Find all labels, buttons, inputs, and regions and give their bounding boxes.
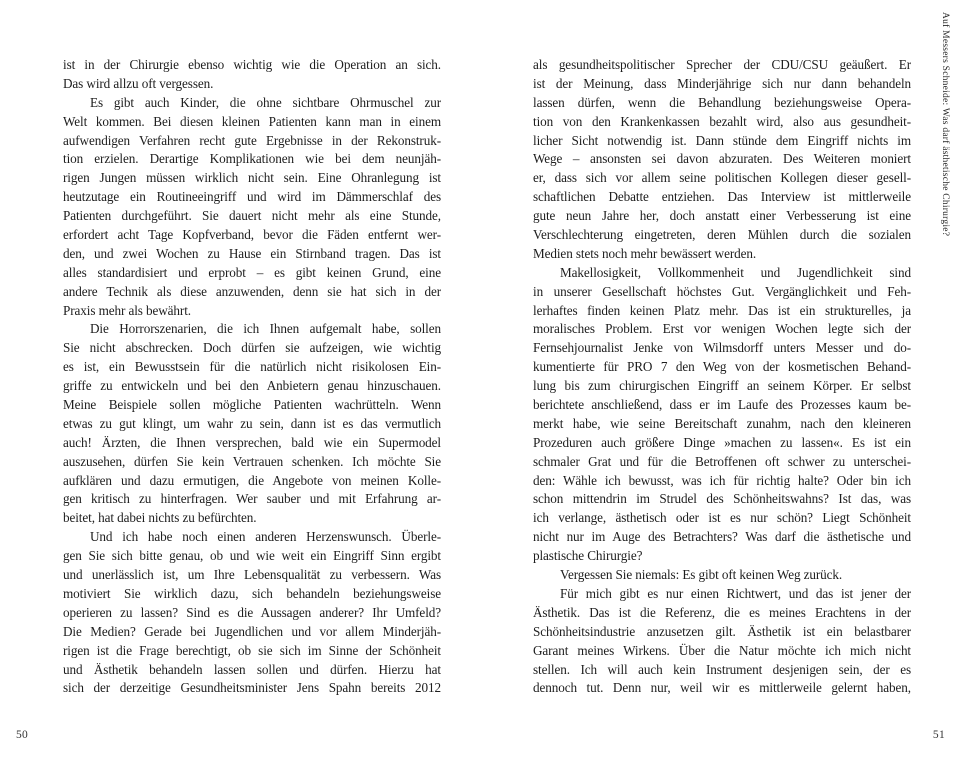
text-line: ist der Meinung, dass Minderjährige sich nur dann behandeln [533, 75, 911, 91]
text-line: ich verlange, ästhetisch oder ist es nur schön? Liegt Schönheit [533, 510, 911, 526]
text-line: Verschlechterung eingetreten, deren Mühlen durch die sozialen [533, 227, 911, 243]
text-line: Vergessen Sie niemals: Es gibt oft keinen Weg zurück. [560, 567, 843, 583]
text-line: lassen dürfen, wenn die Behandlung beziehungsweise Opera- [533, 94, 911, 110]
page-number-left: 50 [16, 729, 29, 741]
text-line: Wege – ansonsten sei davon abzuraten. Des Weiteren moniert [533, 151, 911, 167]
text-line: plastische Chirurgie? [533, 548, 643, 564]
text-line: erfordert acht Tage Kopfverband, bevor die Fäden entfernt wer- [63, 227, 441, 243]
text-line: tion von den Krankenkassen bezahlt wird, also aus gesundheit- [533, 113, 911, 129]
text-line: als gesundheitspolitischer Sprecher der CDU/CSU geäußert. Er [533, 57, 911, 72]
text-line: andere Technik als diese anzuwenden, denn sie hat sich in der [63, 283, 441, 299]
text-line: Meine Beispiele sollen mögliche Patienten wachrütteln. Wenn [63, 397, 441, 413]
text-line: Schönheitsindustrie anzusetzen gilt. Ästhetik ist ein belastbarer [533, 623, 911, 639]
text-line: auch! Ärzten, die Ihnen versprechen, bald wie ein Supermodel [63, 434, 441, 450]
text-line: gen Sie sich bitte genau, ob und wie weit ein Eingriff Sinn ergibt [63, 548, 441, 564]
text-line: etwas zu gut klingt, um wahr zu sein, dann ist es das vermutlich [63, 415, 441, 431]
text-line: schmaler Grat und für die Betroffenen oft schwer zu unterschei- [533, 453, 911, 469]
text-line: lung bis zum chirurgischen Eingriff an seinem Körper. Er selbst [533, 378, 911, 394]
text-line: Für mich gibt es nur einen Richtwert, und das ist jener der [560, 585, 911, 601]
text-line: schaftlichen Debatte entziehen. Das Interview ist mittlerweile [533, 189, 911, 205]
paragraph [533, 264, 911, 566]
text-line: Welt kommen. Bei diesen kleinen Patienten kann man in einem [63, 113, 441, 129]
text-line: stellen. Ich will auch kein Instrument desjenigen sein, der es [533, 661, 911, 677]
running-head-vertical: Auf Messers Schneide: Was darf ästhetische Chirurgie? [940, 12, 950, 237]
text-line: gen kritisch zu hinterfragen. Wer sauber und mit Erfahrung ar- [63, 491, 441, 507]
text-line: sich der derzeitige Gesundheitsminister Jens Spahn bereits 2012 [63, 680, 441, 696]
text-line: Es gibt auch Kinder, die ohne sichtbare Ohrmuschel zur [90, 94, 441, 110]
text-line: Ästhetik. Das ist die Referenz, die es meines Erachtens in der [533, 604, 911, 620]
text-line: aufklären und dazu ermutigen, die Angebote von meinen Kolle- [63, 472, 441, 488]
text-line: motiviert Sie wirklich dazu, sich behandeln beziehungsweise [63, 585, 441, 601]
text-line: in unserer Gesellschaft höchstes Gut. Vergänglichkeit und Feh- [533, 283, 911, 299]
page-number-right: 51 [932, 729, 945, 741]
text-line: moralisches Problem. Erst vor wenigen Wochen legte sich der [533, 321, 911, 337]
text-line: gute neun Jahre her, doch anstatt einer Verbesserung ist eine [533, 208, 911, 224]
text-line: nicht nur im Auge des Betrachters? Was darf die ästhetische und [533, 529, 911, 545]
text-line: beitet, hat dabei nichts zu befürchten. [63, 510, 257, 526]
text-line: Prozeduren auch größere Dinge »machen zu lassen«. Es ist ein [533, 434, 911, 450]
text-line: merkt habe, wie seine Bereitschaft zunahm, nach den kleineren [533, 415, 911, 431]
page-right [478, 0, 956, 765]
text-line: ist in der Chirurgie ebenso wichtig wie die Operation an sich. [63, 57, 441, 72]
text-line: schon mittendrin im Strudel des Schönheitswahns? Ist das, was [533, 491, 911, 507]
text-line: auszusehen, dürfen Sie kein Vertrauen schenken. Ich möchte Sie [63, 453, 441, 469]
paragraph [63, 320, 441, 528]
text-line: und Ästhetik behandeln lassen sollen und dürfen. Hierzu hat [63, 661, 441, 677]
text-line: Und ich habe noch einen anderen Herzenswunsch. Überle- [90, 529, 441, 545]
page-left [0, 0, 478, 765]
paragraph [63, 528, 441, 698]
text-line: den: Wähle ich bewusst, was ich für richtig halte? Oder bin ich [533, 472, 911, 488]
text-line: den, und zwei Wochen zu Hause ein Stirnband tragen. Das ist [63, 245, 441, 261]
paragraph [533, 566, 911, 585]
text-line: rigen Jungen müssen wirklich nicht sein. Eine Ohranlegung ist [63, 170, 441, 186]
text-line: aufwendigen Verfahren recht gute Ergebnisse in der Rekonstruk- [63, 132, 441, 148]
paragraph [63, 94, 441, 321]
text-line: kumentierte für PRO 7 den Weg von der kosmetischen Behand- [533, 359, 911, 375]
text-line: lerhaftes finden keinen Platz mehr. Das ist ein strukturelles, ja [533, 302, 911, 318]
text-line: Die Medien? Gerade bei Jugendlichen und vor allem Minderjäh- [63, 623, 441, 639]
text-line: heutzutage ein Routineeingriff und wird im Dämmerschlaf des [63, 189, 441, 205]
text-line: rigen ist die Frage berechtigt, ob sie sich im Sinne der Schönheit [63, 642, 441, 658]
text-line: Praxis mehr als bewährt. [63, 302, 191, 318]
paragraph [533, 56, 911, 264]
text-line: Garant meines Wirkens. Über die Natur möchte ich mich nicht [533, 642, 911, 658]
paragraph [63, 56, 441, 94]
text-line: Makellosigkeit, Vollkommenheit und Jugendlichkeit sind [560, 264, 911, 280]
text-line: und unerlässlich ist, um Ihre Lebensqualität zu verbessern. Was [63, 567, 441, 583]
text-line: griffe zu entwickeln und bei den Anbietern genau hinzuschauen. [63, 378, 441, 394]
text-line: Patienten durchgeführt. Sie dauert nicht mehr als eine Stunde, [63, 208, 441, 224]
text-line: licher Sicht notwendig ist. Dann stünde dem Eingriff nichts im [533, 132, 911, 148]
text-line: es ist, ein Bewusstsein für die natürlich nicht risikolosen Ein- [63, 359, 441, 375]
text-line: tion erzielen. Derartige Komplikationen wie bei dem neunjäh- [63, 151, 441, 167]
paragraph [533, 585, 911, 698]
text-line: er, dass sich vor allem seine politischen Kollegen dieser gesell- [533, 170, 911, 186]
text-line: alles standardisiert und erprobt – es gibt keinen Grund, eine [63, 264, 441, 280]
text-line: Die Horrorszenarien, die ich Ihnen aufgemalt habe, sollen [90, 321, 441, 337]
text-line: operieren zu lassen? Sind es die Aussagen anderer? Ihr Umfeld? [63, 604, 441, 620]
text-line: Fernsehjournalist Jenke von Wilmsdorff unters Messer und do- [533, 340, 911, 356]
page-left-text-column [63, 56, 441, 698]
text-line: dennoch tut. Denn nur, weil wir es mittlerweile gelernt haben, [533, 680, 911, 696]
text-line: berichtete anschließend, dass er im Laufe des Prozesses kaum be- [533, 397, 911, 413]
page-right-text-column [533, 56, 911, 698]
text-line: Sie nicht abschrecken. Doch dürfen sie aufzeigen, wie wichtig [63, 340, 441, 356]
text-line: Medien stets noch mehr bewässert werden. [533, 245, 757, 261]
text-line: Das wird allzu oft vergessen. [63, 75, 214, 91]
